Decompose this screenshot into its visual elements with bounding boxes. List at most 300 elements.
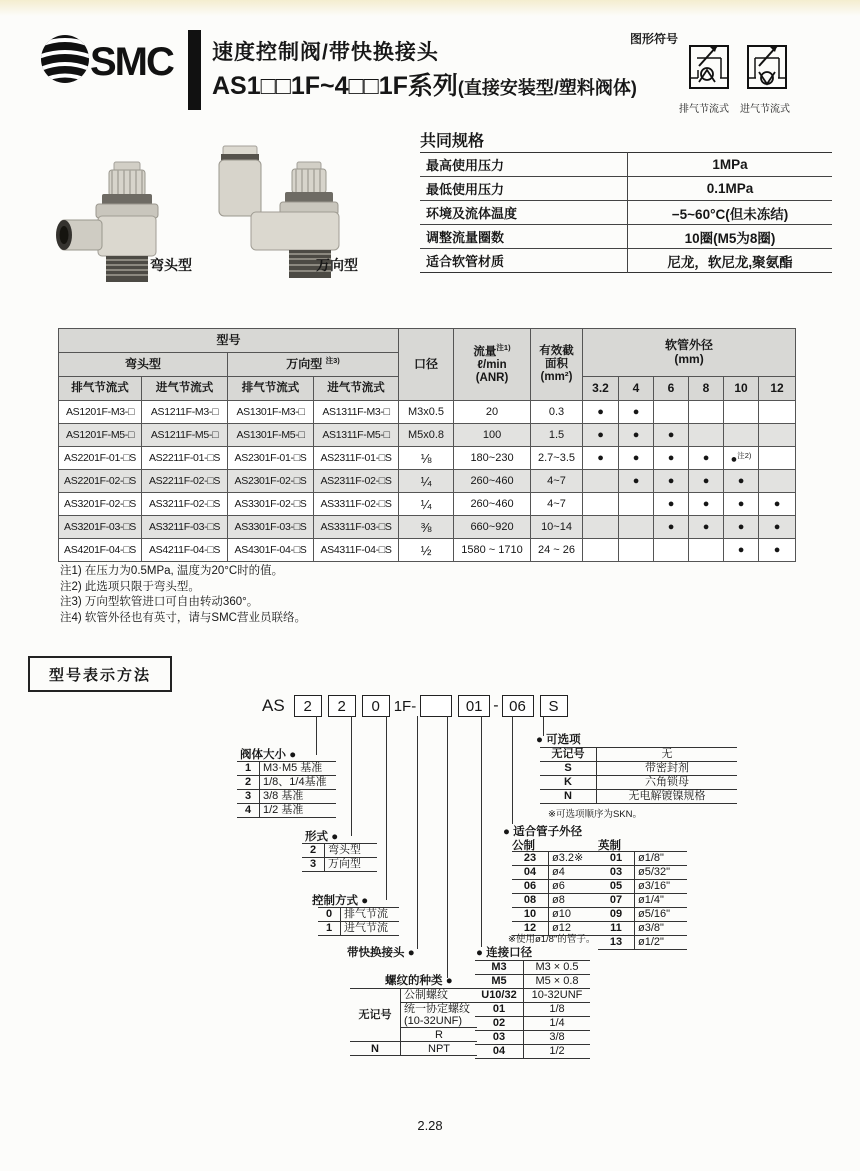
- table-row: [59, 539, 796, 562]
- code-key: 01: [475, 1003, 524, 1017]
- code-key: 3: [302, 858, 325, 872]
- dot-cell: [583, 493, 619, 516]
- note-line: 注2) 此选项只限于弯头型。: [60, 580, 200, 593]
- code-option-row: [302, 858, 377, 872]
- flow-cell: 260~460: [454, 470, 531, 493]
- code-box-body-size: 2: [294, 695, 322, 717]
- port-cell: M3x0.5: [399, 401, 454, 424]
- leader-thread: [447, 716, 448, 978]
- col-size-10: 10: [724, 377, 759, 401]
- code-key: K: [540, 776, 597, 790]
- code-option-row: [512, 908, 601, 922]
- area-cell: 1.5: [531, 424, 583, 447]
- code-key: 09: [598, 908, 635, 922]
- code-option-row: [598, 894, 687, 908]
- model-notation-box: 型号表示方法: [28, 656, 172, 692]
- code-option-row: [540, 776, 737, 790]
- scan-top-band: [0, 0, 860, 16]
- availability-dot: ●: [597, 429, 604, 441]
- dot-cell: [654, 401, 689, 424]
- col-size-4: 4: [619, 377, 654, 401]
- code-option-row: [237, 804, 336, 818]
- code-option-row: [475, 1031, 590, 1045]
- spec-value: 1MPa: [712, 157, 748, 172]
- thread-table: [350, 988, 477, 1056]
- code-key: 12: [512, 922, 549, 936]
- code-box-form: 2: [328, 695, 356, 717]
- dot-cell: [583, 447, 619, 470]
- dot-cell: [583, 516, 619, 539]
- port-size-label: ● 连接口径: [476, 947, 533, 959]
- code-box-tube: 06: [502, 695, 534, 717]
- flow-cell: 20: [454, 401, 531, 424]
- code-value: 进气节流: [341, 922, 400, 936]
- flow-cell: 260~460: [454, 493, 531, 516]
- flow-cell: 660~920: [454, 516, 531, 539]
- series-code: AS1□□1F~4□□1F系列: [212, 72, 458, 100]
- dot-note: 注2): [737, 451, 752, 461]
- port-cell: ½: [399, 539, 454, 562]
- code-option-row: [512, 852, 601, 866]
- dot-cell: [654, 447, 689, 470]
- port-cell: ⅛: [399, 447, 454, 470]
- model-cell: AS2311F-02-□S: [314, 470, 399, 493]
- availability-dot: ●: [632, 452, 640, 464]
- dot-cell: [619, 470, 654, 493]
- table-notes: [60, 564, 306, 626]
- col-exhaust-1: 排气节流式: [59, 377, 142, 401]
- area-cell: 4~7: [531, 470, 583, 493]
- code-value: 六角锁母: [597, 776, 738, 790]
- col-size-12: 12: [759, 377, 796, 401]
- code-option-row: [475, 975, 590, 989]
- dot-cell: [689, 516, 724, 539]
- col-port: 口径: [399, 329, 454, 401]
- code-key: M5: [475, 975, 524, 989]
- dot-cell: [583, 539, 619, 562]
- code-option-row: [318, 908, 399, 922]
- dot-cell: [619, 493, 654, 516]
- code-option-row: [302, 844, 377, 858]
- model-cell: AS3311F-03-□S: [314, 516, 399, 539]
- col-exhaust-2: 排气节流式: [228, 377, 314, 401]
- dot-cell: [759, 516, 796, 539]
- model-cell: AS2301F-02-□S: [228, 470, 314, 493]
- spec-row: [420, 225, 832, 249]
- availability-dot: ●: [737, 475, 745, 487]
- dot-cell: [689, 539, 724, 562]
- dot-cell: [724, 424, 759, 447]
- metric-note: ※使用ø1/8"的管子。: [508, 934, 596, 945]
- page-title: 速度控制阀/带快换接头: [212, 41, 439, 64]
- table-row: [59, 470, 796, 493]
- leader-port-size: [481, 716, 482, 947]
- code-mid-1f: 1F-: [393, 697, 417, 715]
- code-key: 03: [598, 866, 635, 880]
- code-value: ø6: [549, 880, 602, 894]
- model-cell: AS4301F-04-□S: [228, 539, 314, 562]
- code-key: U10/32: [475, 989, 524, 1003]
- availability-dot: ●: [737, 521, 745, 533]
- code-key: 03: [475, 1031, 524, 1045]
- code-option-row: [318, 922, 399, 936]
- availability-dot: ●: [667, 429, 675, 441]
- flow-cell: 1580 ~ 1710: [454, 539, 531, 562]
- dot-cell: [619, 516, 654, 539]
- common-specs-title: 共同规格: [420, 133, 485, 150]
- code-value: ø1/2": [635, 936, 688, 950]
- code-value: ø8: [549, 894, 602, 908]
- availability-dot: ●: [667, 498, 675, 510]
- code-value: ø3.2※: [549, 852, 602, 866]
- dot-cell: [759, 447, 796, 470]
- symbol-caption-exhaust: 排气节流式: [679, 104, 729, 115]
- control-label: 控制方式 ●: [312, 895, 369, 907]
- model-cell: AS3311F-02-□S: [314, 493, 399, 516]
- availability-dot: ●: [730, 453, 738, 466]
- body-size-label: 阀体大小 ●: [240, 749, 297, 761]
- dot-cell: [689, 424, 724, 447]
- smc-logo: [38, 30, 188, 88]
- spec-row: [420, 249, 832, 273]
- code-value: 带密封剂: [597, 762, 738, 776]
- code-value: 无电解镀镍规格: [597, 790, 738, 804]
- dot-cell: [759, 424, 796, 447]
- col-size-6: 6: [654, 377, 689, 401]
- dot-cell: [724, 401, 759, 424]
- code-key: 02: [475, 1017, 524, 1031]
- model-cell: AS3201F-02-□S: [59, 493, 142, 516]
- tube-od-inch-table: [598, 851, 687, 950]
- code-key: 10: [512, 908, 549, 922]
- code-option-row: [512, 880, 601, 894]
- availability-dot: ●: [773, 521, 781, 533]
- code-option-row: [598, 852, 687, 866]
- port-cell: ⅜: [399, 516, 454, 539]
- dot-cell: [583, 424, 619, 447]
- code-key: 05: [598, 880, 635, 894]
- dot-cell: [654, 424, 689, 447]
- quick-fitting-label: 带快换接头 ●: [347, 947, 415, 959]
- code-box-option: S: [540, 695, 568, 717]
- dot-cell: [689, 447, 724, 470]
- col-size-8: 8: [689, 377, 724, 401]
- area-cell: 2.7~3.5: [531, 447, 583, 470]
- code-box-control: 0: [362, 695, 390, 717]
- code-value: ø10: [549, 908, 602, 922]
- code-option-row: [512, 866, 601, 880]
- dot-cell: [759, 493, 796, 516]
- availability-dot: ●: [632, 429, 640, 441]
- dot-cell: [724, 516, 759, 539]
- code-option-row: [475, 1045, 590, 1059]
- code-value: 1/8、1/4基准: [260, 776, 337, 790]
- thread-val-r: R: [401, 1028, 478, 1042]
- col-flow: 流量$^{注1)}$ ℓ/min (ANR): [454, 329, 531, 401]
- model-cell: AS3211F-03-□S: [142, 516, 228, 539]
- code-value: ø4: [549, 866, 602, 880]
- model-cell: AS2201F-01-□S: [59, 447, 142, 470]
- code-value: M3·M5 基准: [260, 762, 337, 776]
- availability-dot: ●: [702, 452, 710, 464]
- code-option-row: [237, 776, 336, 790]
- model-cell: AS1211F-M5-□: [142, 424, 228, 447]
- model-cell: AS3301F-03-□S: [228, 516, 314, 539]
- table-row: [59, 424, 796, 447]
- availability-dot: ●: [597, 406, 604, 418]
- model-code: [262, 694, 571, 718]
- thread-val-metric: 公制螺纹: [401, 989, 478, 1003]
- leader-form: [351, 716, 352, 836]
- code-key: 06: [512, 880, 549, 894]
- availability-dot: ●: [702, 521, 710, 533]
- dot-cell: [654, 493, 689, 516]
- dot-cell: [724, 493, 759, 516]
- availability-dot: ●: [737, 498, 745, 510]
- code-box-thread: [420, 695, 452, 717]
- tube-od-metric-table: [512, 851, 601, 936]
- options-note: ※可选项顺序为SKN。: [548, 809, 642, 820]
- table-row: [59, 516, 796, 539]
- note-line: 注1) 在压力为0.5MPa, 温度为20°C时的值。: [60, 565, 284, 577]
- header-divider-bar: [188, 30, 201, 110]
- model-cell: AS4311F-04-□S: [314, 539, 399, 562]
- availability-dot: ●: [632, 475, 640, 487]
- code-option-row: [540, 748, 737, 762]
- col-intake-2: 进气节流式: [314, 377, 399, 401]
- dot-cell: [689, 401, 724, 424]
- thread-val-unified: 统一协定螺纹 (10-32UNF): [401, 1003, 478, 1028]
- dot-cell: [619, 539, 654, 562]
- availability-dot: ●: [773, 544, 781, 556]
- model-cell: AS4211F-04-□S: [142, 539, 228, 562]
- code-option-row: [598, 866, 687, 880]
- col-intake-1: 进气节流式: [142, 377, 228, 401]
- dot-cell: [654, 539, 689, 562]
- code-dash: -: [493, 697, 499, 714]
- spec-value: 0.1MPa: [628, 177, 833, 201]
- code-value: ø12: [549, 922, 602, 936]
- code-option-row: [237, 790, 336, 804]
- form-table: [302, 843, 377, 872]
- code-value: ø1/4": [635, 894, 688, 908]
- code-key: 0: [318, 908, 341, 922]
- code-prefix: AS: [262, 696, 285, 715]
- code-value: ø5/32": [635, 866, 688, 880]
- code-option-row: [237, 762, 336, 776]
- series-suffix: (直接安装型/塑料阀体): [457, 78, 637, 98]
- code-value: 3/8 基准: [260, 790, 337, 804]
- code-value: ø5/16": [635, 908, 688, 922]
- availability-dot: ●: [667, 452, 675, 464]
- col-universal: 万向型 $^{注3)}$: [228, 353, 399, 377]
- code-key: 2: [302, 844, 325, 858]
- area-cell: 24 ~ 26: [531, 539, 583, 562]
- code-value: 1/2 基准: [260, 804, 337, 818]
- page-number: 2.28: [417, 1118, 443, 1133]
- thread-key-n: N: [350, 1042, 401, 1056]
- thread-label: 螺纹的种类 ●: [385, 975, 453, 987]
- common-specs-table: [420, 152, 832, 273]
- symbol-exhaust-throttle-icon: [685, 40, 733, 101]
- dot-cell: [724, 470, 759, 493]
- code-key: 08: [512, 894, 549, 908]
- code-key: 07: [598, 894, 635, 908]
- spec-key: 最高使用压力: [420, 153, 628, 177]
- code-value: ø1/8": [635, 852, 688, 866]
- port-cell: ¼: [399, 493, 454, 516]
- dot-cell: [724, 539, 759, 562]
- model-cell: AS3201F-03-□S: [59, 516, 142, 539]
- model-cell: AS2211F-01-□S: [142, 447, 228, 470]
- code-option-row: [598, 880, 687, 894]
- availability-dot: ●: [702, 498, 710, 510]
- table-row: [59, 401, 796, 424]
- dot-cell: [724, 447, 759, 470]
- port-cell: ¼: [399, 470, 454, 493]
- code-key: 23: [512, 852, 549, 866]
- model-cell: AS2211F-02-□S: [142, 470, 228, 493]
- universal-label: 万向型: [316, 257, 358, 273]
- form-label: 形式 ●: [305, 831, 339, 843]
- symbol-caption-intake: 进气节流式: [740, 104, 790, 115]
- dot-cell: [583, 470, 619, 493]
- thread-key-blank: 无记号: [350, 989, 401, 1042]
- page-subtitle: [212, 66, 637, 102]
- code-value: 1/2: [524, 1045, 591, 1059]
- dot-cell: [689, 493, 724, 516]
- model-cell: AS3211F-02-□S: [142, 493, 228, 516]
- body-size-table: [237, 761, 336, 818]
- code-option-row: [475, 961, 590, 975]
- code-value: 1/4: [524, 1017, 591, 1031]
- code-key: 13: [598, 936, 635, 950]
- code-key: 04: [475, 1045, 524, 1059]
- note-line: 注4) 软管外径也有英寸，请与SMC营业员联络。: [60, 611, 306, 624]
- availability-dot: ●: [737, 544, 745, 556]
- model-cell: AS1301F-M3-□: [228, 401, 314, 424]
- spec-key: 调整流量圈数: [420, 225, 628, 249]
- col-model: 型号: [59, 329, 399, 353]
- symbol-intake-throttle-icon: [743, 40, 791, 101]
- code-value: 3/8: [524, 1031, 591, 1045]
- leader-tube-od: [512, 716, 513, 824]
- spec-value: 尼龙，软尼龙,聚氨酯: [628, 249, 833, 273]
- model-table: [58, 328, 796, 562]
- spec-row: [420, 153, 832, 177]
- code-key: 1: [318, 922, 341, 936]
- spec-value: −5~60°C(但未冻结): [628, 201, 833, 225]
- availability-dot: ●: [773, 498, 781, 510]
- code-key: 2: [237, 776, 260, 790]
- table-row: [59, 447, 796, 470]
- availability-dot: ●: [667, 521, 675, 533]
- dot-cell: [759, 470, 796, 493]
- area-cell: 10~14: [531, 516, 583, 539]
- model-cell: AS1211F-M3-□: [142, 401, 228, 424]
- code-value: 排气节流: [341, 908, 400, 922]
- dot-cell: [759, 539, 796, 562]
- code-key: M3: [475, 961, 524, 975]
- spec-row: [420, 177, 832, 201]
- spec-key: 环境及流体温度: [420, 201, 628, 225]
- code-key: 01: [598, 852, 635, 866]
- model-cell: AS2311F-01-□S: [314, 447, 399, 470]
- inch-label: 英制: [598, 840, 621, 852]
- code-key: 4: [237, 804, 260, 818]
- port-size-table: [475, 960, 590, 1059]
- dot-cell: [654, 516, 689, 539]
- model-cell: AS4201F-04-□S: [59, 539, 142, 562]
- code-key: 1: [237, 762, 260, 776]
- flow-cell: 180~230: [454, 447, 531, 470]
- col-area: 有效截 面积 (mm²): [531, 329, 583, 401]
- area-cell: 0.3: [531, 401, 583, 424]
- spec-key: 最低使用压力: [420, 177, 628, 201]
- table-row: [59, 493, 796, 516]
- code-value: ø3/8": [635, 922, 688, 936]
- dot-cell: [619, 401, 654, 424]
- code-box-port: 01: [458, 695, 490, 717]
- availability-dot: ●: [667, 475, 675, 487]
- dot-cell: [619, 447, 654, 470]
- code-value: 1/8: [524, 1003, 591, 1017]
- model-cell: AS2201F-02-□S: [59, 470, 142, 493]
- spec-row: [420, 201, 832, 225]
- thread-val-npt: NPT: [401, 1042, 478, 1056]
- flow-cell: 100: [454, 424, 531, 447]
- code-option-row: [598, 908, 687, 922]
- col-size-3.2: 3.2: [583, 377, 619, 401]
- code-option-row: [475, 1003, 590, 1017]
- availability-dot: ●: [632, 406, 640, 418]
- graphic-symbol-label: 图形符号: [630, 32, 679, 46]
- dot-cell: [583, 401, 619, 424]
- options-label: ● 可选项: [536, 734, 581, 746]
- spec-key: 适合软管材质: [420, 249, 628, 273]
- spec-value: 10圈(M5为8圈): [628, 225, 833, 249]
- availability-dot: ●: [702, 475, 710, 487]
- svg-text:SMC: SMC: [90, 40, 173, 84]
- code-option-row: [512, 894, 601, 908]
- port-cell: M5x0.8: [399, 424, 454, 447]
- code-value: M3 × 0.5: [524, 961, 591, 975]
- col-tube-od: 软管外径 (mm): [583, 329, 796, 377]
- model-cell: AS1201F-M3-□: [59, 401, 142, 424]
- tube-od-label: ● 适合管子外径: [503, 826, 583, 838]
- code-value: 10-32UNF: [524, 989, 591, 1003]
- code-value: M5 × 0.8: [524, 975, 591, 989]
- leader-control: [386, 716, 387, 900]
- elbow-label: 弯头型: [150, 257, 192, 273]
- model-cell: AS3301F-02-□S: [228, 493, 314, 516]
- dot-cell: [689, 470, 724, 493]
- leader-body-size: [316, 716, 317, 755]
- area-cell: 4~7: [531, 493, 583, 516]
- options-table: [540, 747, 737, 804]
- code-key: N: [540, 790, 597, 804]
- leader-quick-fitting: [417, 716, 418, 949]
- availability-dot: ●: [597, 452, 604, 464]
- metric-label: 公制: [512, 840, 535, 852]
- code-option-row: [475, 989, 590, 1003]
- model-cell: AS1311F-M3-□: [314, 401, 399, 424]
- code-value: 万向型: [325, 858, 378, 872]
- code-value: 弯头型: [325, 844, 378, 858]
- code-key: 04: [512, 866, 549, 880]
- model-cell: AS1301F-M5-□: [228, 424, 314, 447]
- control-table: [318, 907, 399, 936]
